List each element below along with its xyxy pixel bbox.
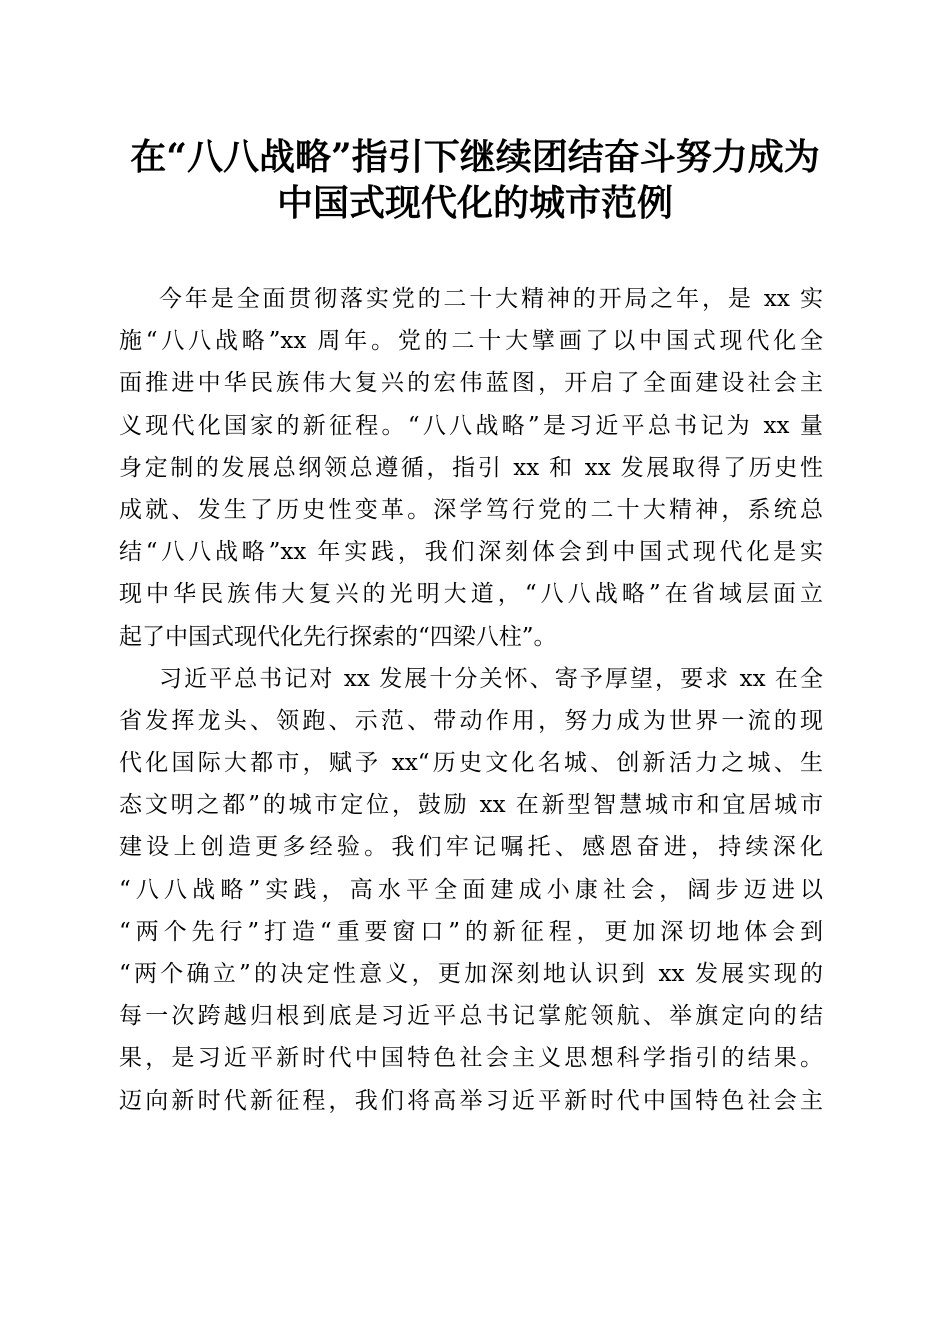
paragraph-line: 习近平总书记对 xx 发展十分关怀、寄予厚望，要求 xx 在全: [159, 665, 823, 692]
paragraph-line: 省发挥龙头、领跑、示范、带动作用，努力成为世界一流的现: [119, 707, 823, 734]
paragraph-line: 施“八八战略”xx 周年。党的二十大擘画了以中国式现代化全: [119, 328, 823, 355]
paragraph-1: [119, 278, 823, 658]
paragraph-line: 现中华民族伟大复兴的光明大道，“八八战略”在省域层面立: [119, 581, 823, 608]
paragraph-line: 建设上创造更多经验。我们牢记嘱托、感恩奋进，持续深化: [119, 834, 823, 861]
paragraph-line: 代化国际大都市，赋予 xx“历史文化名城、创新活力之城、生: [119, 750, 823, 777]
paragraph-line: “两个确立”的决定性意义，更加深刻地认识到 xx 发展实现的: [119, 961, 823, 987]
paragraph-line: 身定制的发展总纲领总遵循，指引 xx 和 xx 发展取得了历史性: [119, 454, 823, 481]
paragraph-line: 成就、发生了历史性变革。深学笃行党的二十大精神，系统总: [119, 496, 823, 523]
document-body: [119, 278, 823, 1122]
paragraph-line: 义现代化国家的新征程。“八八战略”是习近平总书记为 xx 量: [119, 412, 823, 439]
paragraph-2: [119, 658, 823, 1122]
paragraph-line: “八八战略”实践，高水平全面建成小康社会，阔步迈进以: [119, 876, 823, 903]
paragraph-line: 今年是全面贯彻落实党的二十大精神的开局之年，是 xx 实: [159, 286, 823, 312]
paragraph-line: “两个先行”打造“重要窗口”的新征程，更加深切地体会到: [119, 918, 823, 945]
paragraph-line: 每一次跨越归根到底是习近平总书记掌舵领航、举旗定向的结: [119, 1003, 823, 1030]
paragraph-line: 起了中国式现代化先行探索的“四梁八柱”。: [119, 623, 557, 650]
paragraph-line: 迈向新时代新征程，我们将高举习近平新时代中国特色社会主: [119, 1087, 823, 1114]
document-title: [100, 134, 850, 226]
paragraph-line: 果，是习近平新时代中国特色社会主义思想科学指引的结果。: [119, 1045, 823, 1072]
paragraph-line: 结“八八战略”xx 年实践，我们深刻体会到中国式现代化是实: [119, 539, 823, 566]
paragraph-line: 态文明之都”的城市定位，鼓励 xx 在新型智慧城市和宜居城市: [119, 792, 823, 819]
paragraph-line: 面推进中华民族伟大复兴的宏伟蓝图，开启了全面建设社会主: [119, 370, 823, 397]
title-line-2: 中国式现代化的城市范例: [276, 182, 673, 224]
title-line-1: 在“八八战略”指引下继续团结奋斗努力成为: [130, 136, 820, 178]
